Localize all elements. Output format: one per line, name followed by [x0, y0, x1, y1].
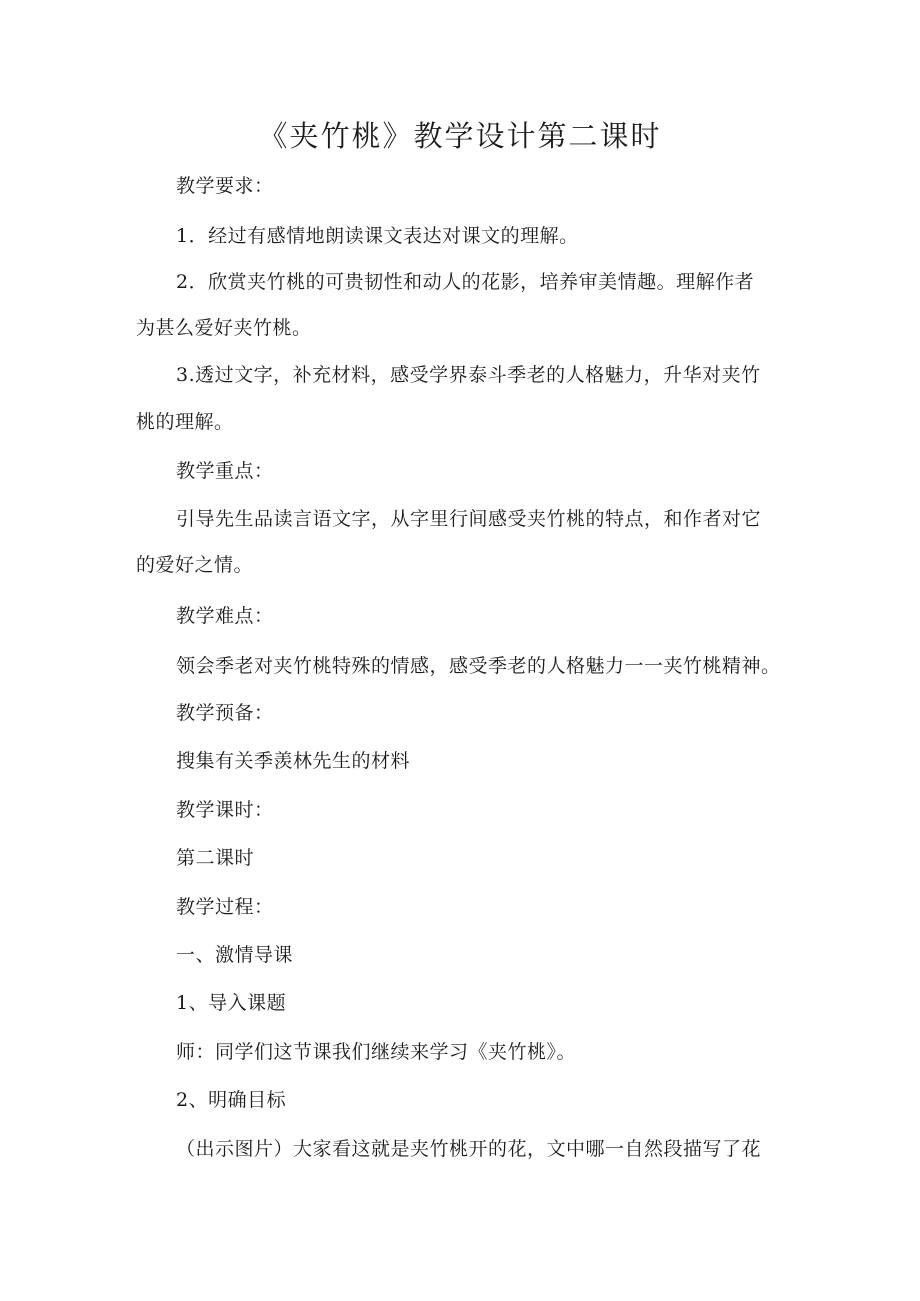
process-step-1-1: 1、导入课题	[176, 992, 287, 1014]
heading-difficulties: 教学难点：	[176, 605, 274, 627]
difficulties-text: 领会季老对夹竹桃特殊的情感，感受季老的人格魅力一一夹竹桃精神。	[176, 655, 781, 677]
process-step-1-2: 2、明确目标	[176, 1089, 287, 1111]
heading-class-hours: 教学课时：	[176, 799, 274, 821]
requirement-2-line-2: 为甚么爱好夹竹桃。	[136, 317, 312, 339]
heading-preparation: 教学预备：	[176, 702, 274, 724]
heading-key-points: 教学重点：	[176, 460, 274, 482]
preparation-text: 搜集有关季羡林先生的材料	[176, 750, 411, 772]
requirement-3-line-2: 桃的理解。	[136, 411, 234, 433]
heading-process: 教学过程：	[176, 896, 274, 918]
requirement-1: 1．经过有感情地朗读课文表达对课文的理解。	[176, 225, 579, 247]
requirement-3-line-1: 3.透过文字，补充材料，感受学界泰斗季老的人格魅力，升华对夹竹	[176, 364, 761, 386]
process-step-1-1-text: 师：同学们这节课我们继续来学习《夹竹桃》。	[176, 1041, 577, 1063]
key-points-line-2: 的爱好之情。	[136, 554, 254, 576]
process-step-1: 一、激情导课	[176, 944, 294, 966]
key-points-line-1: 引导先生品读言语文字，从字里行间感受夹竹桃的特点，和作者对它	[176, 508, 762, 530]
requirement-2-line-1: 2．欣赏夹竹桃的可贵韧性和动人的花影，培养审美情趣。理解作者	[176, 271, 755, 293]
process-step-1-2-text: （出示图片）大家看这就是夹竹桃开的花，文中哪一自然段描写了花	[176, 1138, 762, 1160]
class-hours-text: 第二课时	[176, 847, 255, 869]
document-title: 《夹竹桃》教学设计第二课时	[258, 119, 662, 153]
heading-requirements: 教学要求：	[176, 175, 274, 197]
